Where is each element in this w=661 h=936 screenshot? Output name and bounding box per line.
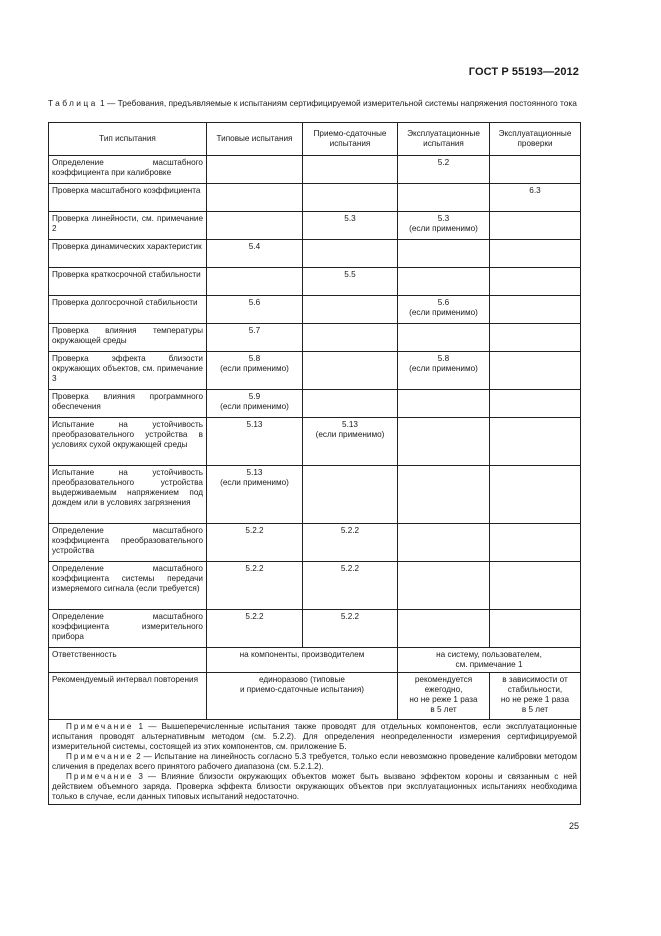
test-type-cell: Испытание на устойчивость преобразовательного устройства в условиях сухой окружающей среды — [49, 418, 207, 466]
operational-tests-cell — [398, 268, 490, 296]
table-body — [49, 156, 581, 648]
type-tests-cell: 5.9 (если применимо) — [207, 390, 303, 418]
test-type-cell: Определение масштабного коэффициента при калибровке — [49, 156, 207, 184]
test-type-cell: Проверка краткосрочной стабильности — [49, 268, 207, 296]
type-tests-cell — [207, 184, 303, 212]
operational-checks-cell: 6.3 — [490, 184, 581, 212]
note-2-label: Примечание — [66, 752, 134, 761]
interval-type-acceptance: единоразово (типовые и приемо-сдаточные испытания) — [207, 673, 398, 720]
type-tests-cell: 5.2.2 — [207, 524, 303, 562]
operational-tests-cell — [398, 466, 490, 524]
test-type-cell: Проверка влияния температуры окружающей среды — [49, 324, 207, 352]
interval-operational-checks: в зависимости от стабильности, но не реже 1 раза в 5 лет — [490, 673, 581, 720]
type-tests-cell: 5.7 — [207, 324, 303, 352]
acceptance-tests-cell — [303, 296, 398, 324]
acceptance-tests-cell: 5.2.2 — [303, 562, 398, 610]
type-tests-cell: 5.8 (если применимо) — [207, 352, 303, 390]
operational-checks-cell — [490, 296, 581, 324]
operational-checks-cell — [490, 524, 581, 562]
table-caption-text: 1 — Требования, предъявляемые к испытаниям сертифицируемой измерительной системы напряжения постоянного тока — [97, 98, 577, 108]
interval-label: Рекомендуемый интервал повторения — [49, 673, 207, 720]
note-1 — [52, 722, 577, 752]
operational-tests-cell — [398, 390, 490, 418]
note-1-text: 1 — Вышеперечисленные испытания также проводят для отдельных компонентов, если эксплуатационные испытания проводят альтернативным методом (см. 5.2.2). Для определения неопределенности измерения сертифицируемой измерительной системы, состоящей из этих компонентов, см. приложение Б. — [52, 722, 577, 751]
acceptance-tests-cell: 5.5 — [303, 268, 398, 296]
column-header-test-type: Тип испытания — [49, 123, 207, 156]
test-type-cell: Испытание на устойчивость преобразовательного устройства выдерживаемым напряжением под дождем или в условиях загрязнения — [49, 466, 207, 524]
acceptance-tests-cell — [303, 156, 398, 184]
table-row — [49, 466, 581, 524]
acceptance-tests-cell — [303, 352, 398, 390]
table-caption-label: Таблица — [48, 98, 98, 108]
operational-tests-cell — [398, 610, 490, 648]
operational-checks-cell — [490, 390, 581, 418]
table-row — [49, 418, 581, 466]
test-type-cell: Проверка линейности, см. примечание 2 — [49, 212, 207, 240]
column-header-acceptance-tests: Приемо-сдаточные испытания — [303, 123, 398, 156]
table-row — [49, 610, 581, 648]
note-3-text: 3 — Влияние близости окружающих объектов может быть вызвано эффектом короны и связанным с ней действием объемного заряда. Проверка эффекта близости окружающих объектов при эксплуатационных испытаниях необходима только в случае, если данных типовых испытаний недостаточно. — [52, 772, 577, 801]
requirements-table — [48, 122, 581, 805]
note-3-label: Примечание — [66, 772, 134, 781]
operational-checks-cell — [490, 240, 581, 268]
type-tests-cell — [207, 212, 303, 240]
test-type-cell: Проверка влияния программного обеспечения — [49, 390, 207, 418]
operational-checks-cell — [490, 156, 581, 184]
table-row — [49, 184, 581, 212]
column-header-type-tests: Типовые испытания — [207, 123, 303, 156]
notes-row — [49, 720, 581, 805]
table-row — [49, 324, 581, 352]
note-2 — [52, 752, 577, 772]
operational-checks-cell — [490, 466, 581, 524]
table-notes — [49, 720, 581, 805]
table-row — [49, 156, 581, 184]
responsibility-row — [49, 648, 581, 673]
operational-checks-cell — [490, 610, 581, 648]
operational-checks-cell — [490, 268, 581, 296]
table-row — [49, 296, 581, 324]
acceptance-tests-cell — [303, 390, 398, 418]
acceptance-tests-cell — [303, 240, 398, 268]
table-row — [49, 268, 581, 296]
responsibility-user: на систему, пользователем, см. примечание 1 — [398, 648, 581, 673]
type-tests-cell: 5.2.2 — [207, 610, 303, 648]
type-tests-cell — [207, 156, 303, 184]
type-tests-cell: 5.6 — [207, 296, 303, 324]
column-header-operational-tests: Эксплуатационные испытания — [398, 123, 490, 156]
operational-tests-cell — [398, 418, 490, 466]
operational-tests-cell — [398, 324, 490, 352]
operational-tests-cell: 5.3 (если применимо) — [398, 212, 490, 240]
table-row — [49, 524, 581, 562]
operational-tests-cell: 5.6 (если применимо) — [398, 296, 490, 324]
acceptance-tests-cell — [303, 324, 398, 352]
test-type-cell: Проверка масштабного коэффициента — [49, 184, 207, 212]
test-type-cell: Определение масштабного коэффициента системы передачи измеряемого сигнала (если требуется) — [49, 562, 207, 610]
operational-tests-cell: 5.2 — [398, 156, 490, 184]
acceptance-tests-cell: 5.13 (если применимо) — [303, 418, 398, 466]
type-tests-cell — [207, 268, 303, 296]
table-row — [49, 562, 581, 610]
table-row — [49, 390, 581, 418]
type-tests-cell: 5.13 — [207, 418, 303, 466]
operational-checks-cell — [490, 352, 581, 390]
interval-operational-tests: рекомендуется ежегодно, но не реже 1 раза в 5 лет — [398, 673, 490, 720]
test-type-cell: Проверка долгосрочной стабильности — [49, 296, 207, 324]
responsibility-label: Ответственность — [49, 648, 207, 673]
acceptance-tests-cell: 5.3 — [303, 212, 398, 240]
operational-tests-cell: 5.8 (если применимо) — [398, 352, 490, 390]
type-tests-cell: 5.13 (если применимо) — [207, 466, 303, 524]
operational-tests-cell — [398, 240, 490, 268]
responsibility-manufacturer: на компоненты, производителем — [207, 648, 398, 673]
operational-checks-cell — [490, 324, 581, 352]
operational-tests-cell — [398, 524, 490, 562]
table-header-row — [49, 123, 581, 156]
acceptance-tests-cell: 5.2.2 — [303, 610, 398, 648]
type-tests-cell: 5.2.2 — [207, 562, 303, 610]
test-type-cell: Определение масштабного коэффициента преобразовательного устройства — [49, 524, 207, 562]
table-row — [49, 212, 581, 240]
operational-tests-cell — [398, 184, 490, 212]
operational-checks-cell — [490, 562, 581, 610]
test-type-cell: Проверка эффекта близости окружающих объектов, см. примечание 3 — [49, 352, 207, 390]
operational-checks-cell — [490, 418, 581, 466]
note-1-label: Примечание — [66, 722, 134, 731]
interval-row — [49, 673, 581, 720]
table-caption — [48, 98, 580, 109]
test-type-cell: Определение масштабного коэффициента измерительного прибора — [49, 610, 207, 648]
note-2-text: 2 — Испытание на линейность согласно 5.3 требуется, только если невозможно проведение калибровки методом сличения в пределах всего принятого рабочего диапазона (см. 5.2.1.2). — [52, 752, 577, 771]
acceptance-tests-cell: 5.2.2 — [303, 524, 398, 562]
column-header-operational-checks: Эксплуатационные проверки — [490, 123, 581, 156]
standard-designation: ГОСТ Р 55193—2012 — [468, 66, 579, 78]
table-row — [49, 352, 581, 390]
note-3 — [52, 772, 577, 802]
table-row — [49, 240, 581, 268]
operational-tests-cell — [398, 562, 490, 610]
acceptance-tests-cell — [303, 184, 398, 212]
acceptance-tests-cell — [303, 466, 398, 524]
type-tests-cell: 5.4 — [207, 240, 303, 268]
test-type-cell: Проверка динамических характеристик — [49, 240, 207, 268]
page-number: 25 — [568, 821, 579, 831]
operational-checks-cell — [490, 212, 581, 240]
